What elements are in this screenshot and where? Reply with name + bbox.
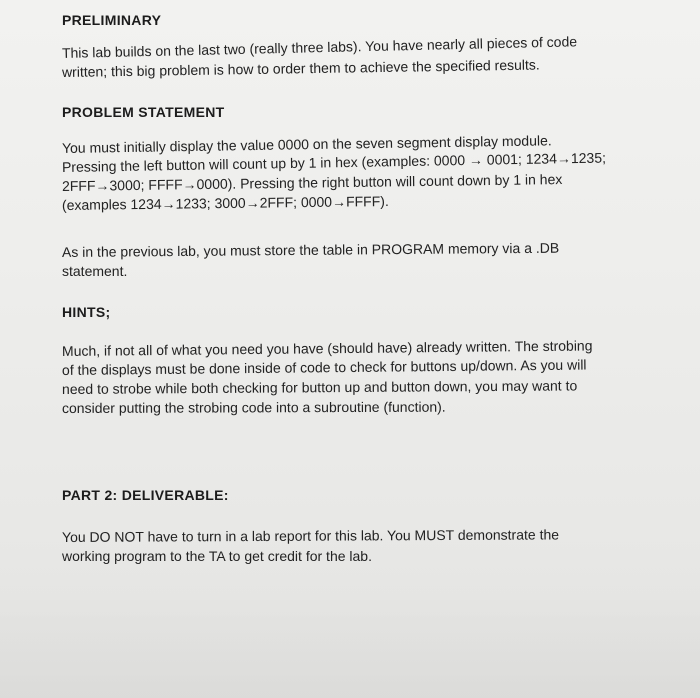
text-line: You must initially display the value 0000 on the seven segment display module. [61,132,552,156]
paragraph-preliminary [61,33,578,82]
paragraph-problem-statement [61,132,607,215]
heading-deliverable: PART 2: DELIVERABLE: [62,487,229,503]
text-line: Pressing the left button will count up by 1 in hex (examples: 0000 → 0001; 1234→1235; [61,149,607,175]
text-line: written; this big problem is how to order them to achieve the specified results. [61,56,540,80]
text-line: You DO NOT have to turn in a lab report for this lab. You MUST demonstrate the [61,526,560,545]
text-line: As in the previous lab, you must store the table in PROGRAM memory via a .DB [61,239,560,260]
paragraph-deliverable [62,528,559,566]
page-shadow [0,578,700,698]
heading-problem-statement: PROBLEM STATEMENT [62,104,225,120]
heading-preliminary: PRELIMINARY [62,12,162,28]
text-line: Much, if not all of what you need you have (should have) already written. The strobing [61,337,593,359]
text-line: 2FFF→3000; FFFF→0000). Pressing the right button will count down by 1 in hex [61,171,563,194]
paragraph-hints [61,337,593,418]
heading-hints: HINTS; [62,304,111,320]
text-line: consider putting the strobing code into a subroutine (function). [61,398,446,416]
paragraph-program-memory [61,239,560,281]
text-line: need to strobe while both checking for button up and button down, you may want to [61,377,578,397]
text-line: of the displays must be done inside of code to check for buttons up/down. As you will [61,356,587,378]
text-line: (examples 1234→1233; 3000→2FFF; 0000→FFFF). [61,193,389,213]
text-line: This lab builds on the last two (really three labs). You have nearly all pieces of code [61,33,578,61]
text-line: working program to the TA to get credit for the lab. [62,548,372,564]
text-line: statement. [62,263,128,279]
